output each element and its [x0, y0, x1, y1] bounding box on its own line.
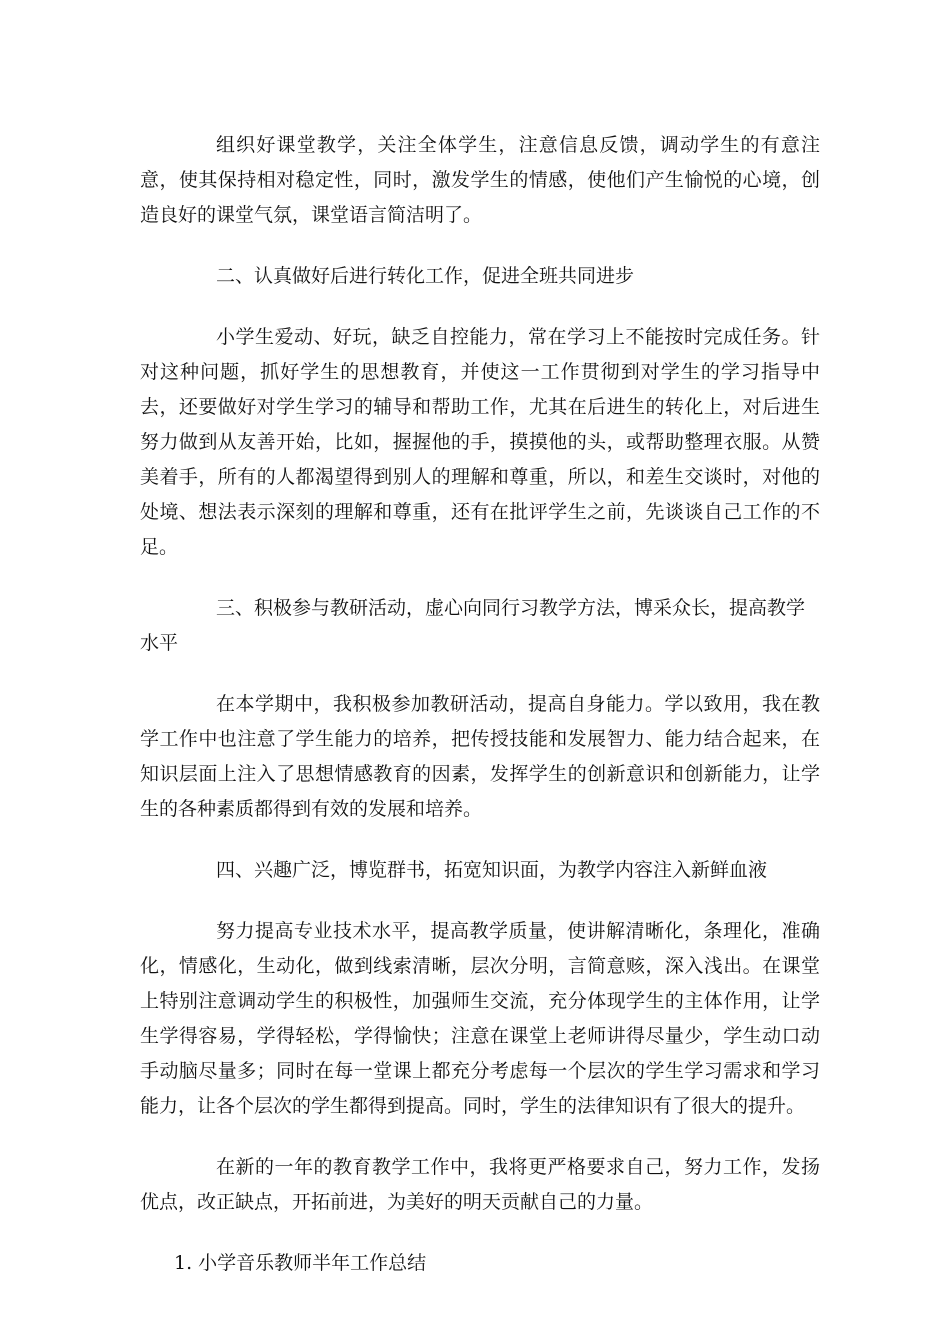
document-body [140, 128, 820, 1281]
paragraph-new-year-outlook: 在新的一年的教育教学工作中，我将更严格要求自己，努力工作，发扬优点，改正缺点，开拓前进，为美好的明天贡献自己的力量。 [140, 1156, 820, 1213]
section-heading-3: 三、积极参与教研活动，虚心向同行习教学方法，博采众长，提高教学水平 [140, 597, 806, 654]
paragraph-struggling-students: 小学生爱动、好玩，缺乏自控能力，常在学习上不能按时完成任务。针对这种问题，抓好学生的思想教育，并使这一工作贯彻到对学生的学习指导中去，还要做好对学生学习的辅导和帮助工作，尤其在后进生的转化上，对后进生努力做到从友善开始，比如，握握他的手，摸摸他的头，或帮助整理衣服。从赞美着手，所有的人都渴望得到别人的理解和尊重，所以，和差生交谈时，对他的处境、想法表示深刻的理解和尊重，还有在批评学生之前，先谈谈自己工作的不足。 [140, 326, 820, 558]
section-heading-2: 二、认真做好后进行转化工作，促进全班共同进步 [216, 265, 635, 287]
paragraph-professional-skills: 努力提高专业技术水平，提高教学质量，使讲解清晰化，条理化，准确化，情感化，生动化，做到线索清晰，层次分明，言简意赅，深入浅出。在课堂上特别注意调动学生的积极性，加强师生交流，充分体现学生的主体作用，让学生学得容易，学得轻松，学得愉快；注意在课堂上老师讲得尽量少，学生动口动手动脑尽量多；同时在每一堂课上都充分考虑每一个层次的学生学习需求和学习能力，让各个层次的学生都得到提高。同时，学生的法律知识有了很大的提升。 [140, 920, 820, 1117]
paragraph-classroom-teaching: 组织好课堂教学，关注全体学生，注意信息反馈，调动学生的有意注意，使其保持相对稳定性，同时，激发学生的情感，使他们产生愉悦的心境，创造良好的课堂气氛，课堂语言简洁明了。 [140, 134, 820, 226]
section-heading-4: 四、兴趣广泛，博览群书，拓宽知识面，为教学内容注入新鲜血液 [216, 859, 768, 881]
related-article-link[interactable]: 1. 小学音乐教师半年工作总结 [174, 1252, 427, 1274]
paragraph-teaching-research: 在本学期中，我积极参加教研活动，提高自身能力。学以致用，我在教学工作中也注意了学生能力的培养，把传授技能和发展智力、能力结合起来，在知识层面上注入了思想情感教育的因素，发挥学生的创新意识和创新能力，让学生的各种素质都得到有效的发展和培养。 [140, 693, 820, 820]
